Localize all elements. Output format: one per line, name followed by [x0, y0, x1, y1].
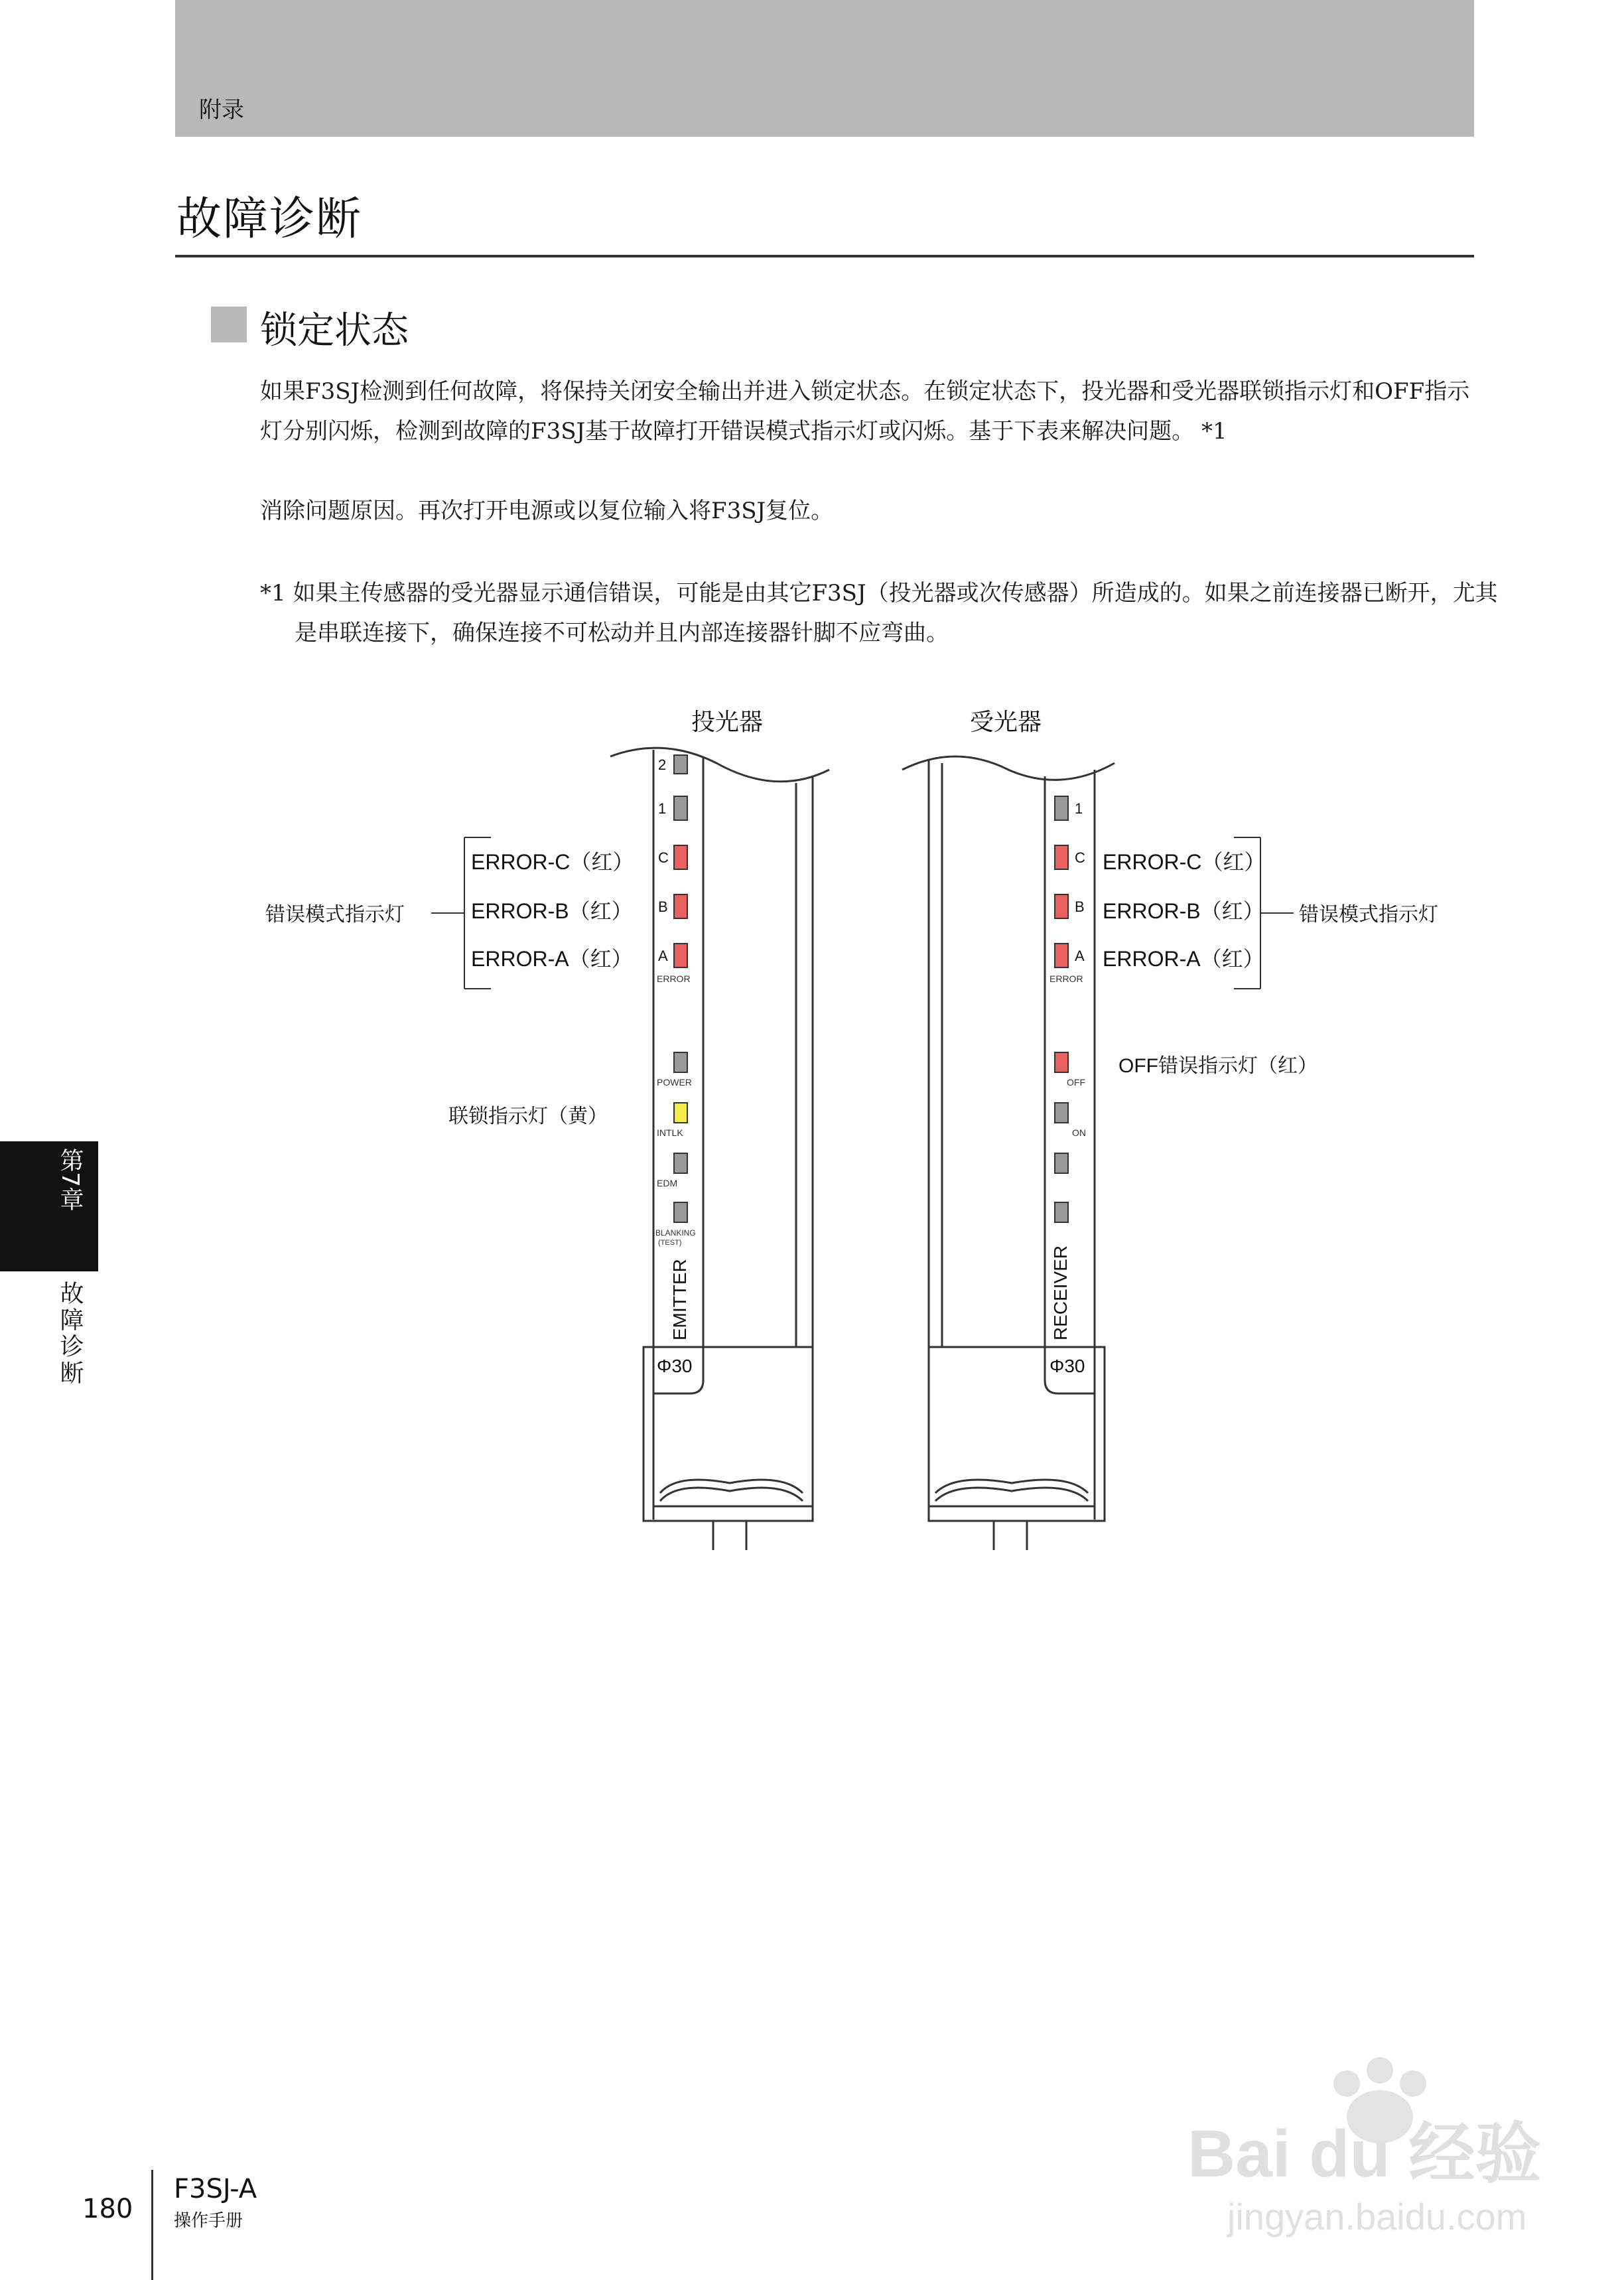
- product-name: F3SJ-A: [174, 2174, 257, 2204]
- emitter-small-label: (TEST): [658, 1239, 682, 1247]
- receiver-led: [1055, 944, 1068, 967]
- body-paragraph: 消除问题原因。再次打开电源或以复位输入将F3SJ复位。: [260, 498, 834, 524]
- emitter-led-label: A: [658, 948, 668, 964]
- receiver-led: [1055, 1103, 1068, 1123]
- emitter-callout-group: 错误模式指示灯: [265, 904, 405, 926]
- watermark: [1168, 2044, 1566, 2243]
- receiver-led-column: [1055, 796, 1068, 1222]
- emitter-led: [674, 1202, 687, 1222]
- emitter-led: [674, 1052, 687, 1072]
- emitter-led-label: 1: [658, 800, 667, 817]
- receiver-led: [1055, 845, 1068, 869]
- emitter-small-label: INTLK: [657, 1127, 683, 1138]
- emitter-led: [674, 755, 687, 774]
- receiver-led: [1055, 796, 1068, 820]
- receiver-led-label: 1: [1075, 800, 1083, 817]
- emitter-led: [674, 1153, 687, 1173]
- product-subtitle: 操作手册: [174, 2211, 243, 2231]
- watermark-url: jingyan.baidu.com: [1227, 2196, 1527, 2238]
- emitter-led-label: B: [658, 898, 668, 915]
- emitter-led-column: [674, 755, 687, 1222]
- receiver-callout-error-a: ERROR-A（红）: [1103, 947, 1264, 971]
- emitter-small-label: POWER: [657, 1077, 692, 1088]
- receiver-heading: 受光器: [969, 708, 1042, 735]
- emitter-led-label: C: [658, 849, 669, 866]
- receiver-diameter: Φ30: [1049, 1356, 1085, 1376]
- emitter-led: [674, 796, 687, 820]
- receiver-callout-off: OFF错误指示灯（红）: [1118, 1055, 1318, 1077]
- watermark-main: Bai du 经验: [1187, 2117, 1542, 2191]
- receiver-small-label: ON: [1072, 1127, 1086, 1138]
- emitter-callout-error-c: ERROR-C（红）: [471, 850, 634, 874]
- emitter-small-label: EDM: [657, 1178, 678, 1188]
- receiver-callout-error-c: ERROR-C（红）: [1103, 850, 1266, 874]
- receiver-led: [1055, 894, 1068, 918]
- receiver-led: [1055, 1153, 1068, 1173]
- section-title: 锁定状态: [260, 309, 409, 352]
- emitter-callout-interlock: 联锁指示灯（黄）: [448, 1105, 608, 1127]
- emitter-callout-error-a: ERROR-A（红）: [471, 947, 633, 971]
- emitter-led: [674, 944, 687, 967]
- receiver-small-label: OFF: [1067, 1077, 1085, 1088]
- emitter-led: [674, 1103, 687, 1123]
- page-title: 故障诊断: [176, 193, 363, 246]
- page-number: 180: [82, 2194, 133, 2224]
- emitter-unit: [610, 748, 829, 1550]
- receiver-led-label: C: [1075, 849, 1085, 866]
- receiver-small-label: ERROR: [1049, 973, 1083, 984]
- chapter-name: 故障诊断: [56, 1281, 84, 1387]
- emitter-small-label: BLANKING: [655, 1228, 696, 1238]
- footnote: *1 如果主传感器的受光器显示通信错误，可能是由其它F3SJ（投光器或次传感器）所造成的。如果之前连接器已断开，尤其是串联连接下，确保连接不可松动并且内部连接器针脚不应弯曲。: [260, 580, 1498, 646]
- emitter-diameter: Φ30: [657, 1356, 693, 1376]
- emitter-vertical-label: EMITTER: [669, 1259, 690, 1340]
- receiver-led-label: A: [1075, 948, 1085, 964]
- emitter-callout-error-b: ERROR-B（红）: [471, 899, 633, 923]
- footer-divider: [151, 2170, 153, 2280]
- receiver-callout-error-b: ERROR-B（红）: [1103, 899, 1264, 923]
- receiver-vertical-label: RECEIVER: [1050, 1245, 1071, 1340]
- receiver-unit: [902, 756, 1115, 1550]
- receiver-led: [1055, 1202, 1068, 1222]
- receiver-callout-group: 错误模式指示灯: [1299, 904, 1438, 926]
- receiver-led: [1055, 1052, 1068, 1072]
- body-paragraph: 如果F3SJ检测到任何故障，将保持关闭安全输出并进入锁定状态。在锁定状态下，投光器和受光器联锁指示灯和OFF指示灯分别闪烁，检测到故障的F3SJ基于故障打开错误模式指示灯或闪烁。基于下表来解决问题。 *1: [260, 378, 1470, 445]
- receiver-led-label: B: [1075, 898, 1085, 915]
- emitter-small-label: ERROR: [657, 973, 691, 984]
- header-label: 附录: [199, 97, 244, 123]
- emitter-led: [674, 845, 687, 869]
- emitter-heading: 投光器: [691, 708, 764, 735]
- emitter-led-label: 2: [658, 756, 667, 773]
- emitter-led: [674, 894, 687, 918]
- chapter-tab-label: 第7章: [56, 1148, 84, 1211]
